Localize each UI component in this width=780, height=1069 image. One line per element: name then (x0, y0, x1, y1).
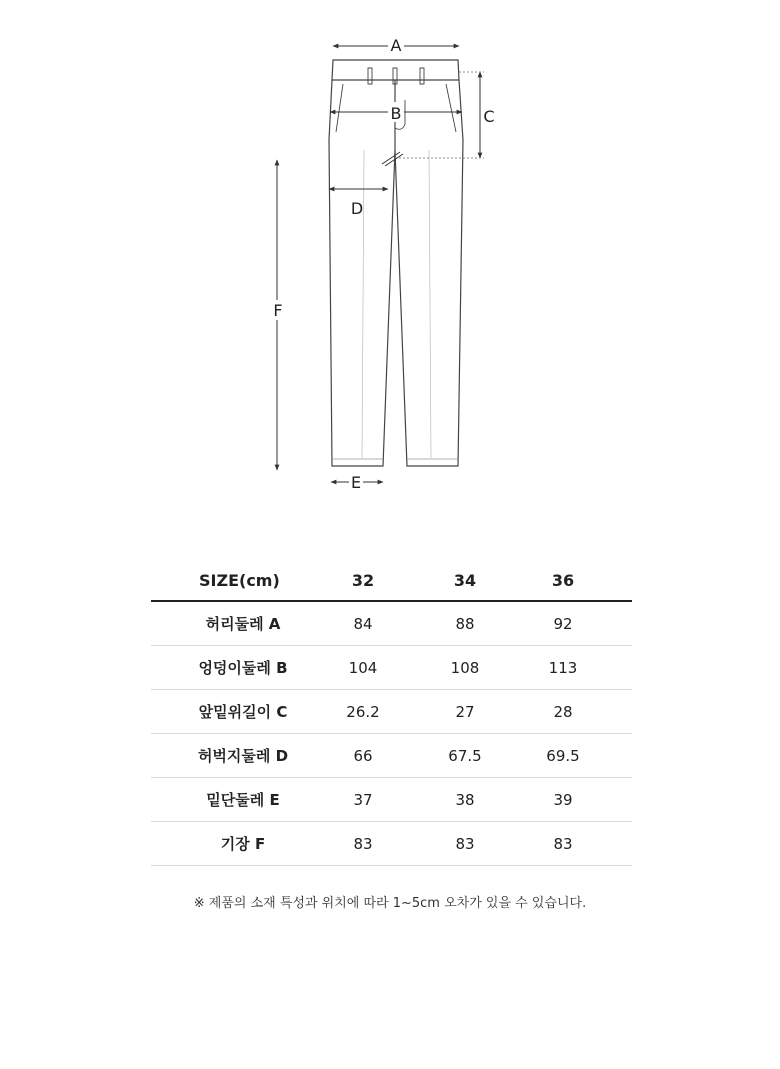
table-cell: 88 (455, 614, 475, 633)
header-size-label: SIZE(cm) (199, 570, 280, 590)
measurement-lines (277, 46, 484, 482)
table-cell: 83 (553, 834, 573, 853)
pants-measurement-diagram (0, 0, 780, 520)
table-header-row (151, 560, 632, 602)
table-cell: 67.5 (448, 746, 482, 765)
row-label: 밑단둘레 E (206, 791, 280, 809)
pocket-left (336, 84, 343, 132)
belt-loop-left (368, 68, 372, 84)
crease-right (429, 150, 431, 458)
row-label: 허리둘레 A (205, 615, 281, 633)
row-label: 앞밑위길이 C (198, 703, 288, 721)
table-row-front-rise (151, 690, 632, 734)
table-cell: 69.5 (546, 746, 580, 765)
table-cell: 92 (553, 614, 573, 633)
table-row-waist (151, 602, 632, 646)
label-e: E (350, 473, 362, 492)
table-row-thigh (151, 734, 632, 778)
table-cell: 83 (455, 834, 475, 853)
row-label: 허벅지둘레 D (197, 747, 289, 765)
table-cell: 38 (455, 790, 475, 809)
table-cell: 104 (348, 658, 378, 677)
header-size-32: 32 (351, 570, 375, 590)
table-cell: 28 (553, 702, 573, 721)
table-cell: 108 (450, 658, 480, 677)
label-d: D (350, 199, 364, 218)
label-c: C (483, 107, 495, 126)
pocket-right (446, 84, 456, 132)
label-f: F (273, 301, 283, 320)
tolerance-note: ※ 제품의 소재 특성과 위치에 따라 1~5cm 오차가 있을 수 있습니다. (193, 896, 587, 911)
table-row-length (151, 822, 632, 866)
table-cell: 66 (353, 746, 373, 765)
table-cell: 113 (548, 658, 578, 677)
belt-loop-right (420, 68, 424, 84)
label-b: B (390, 104, 402, 123)
table-row-hip (151, 646, 632, 690)
table-cell: 83 (353, 834, 373, 853)
right-leg-outline (395, 80, 463, 466)
size-table (151, 560, 632, 866)
table-cell: 26.2 (346, 702, 380, 721)
table-cell: 27 (455, 702, 475, 721)
row-label: 엉덩이둘레 B (198, 659, 288, 677)
waistband (332, 60, 459, 80)
row-label: 기장 F (220, 835, 266, 853)
table-cell: 84 (353, 614, 373, 633)
table-row-hem (151, 778, 632, 822)
header-size-36: 36 (551, 570, 575, 590)
table-cell: 39 (553, 790, 573, 809)
label-a: A (390, 36, 402, 55)
crease-left (362, 150, 364, 458)
table-cell: 37 (353, 790, 373, 809)
header-size-34: 34 (453, 570, 477, 590)
